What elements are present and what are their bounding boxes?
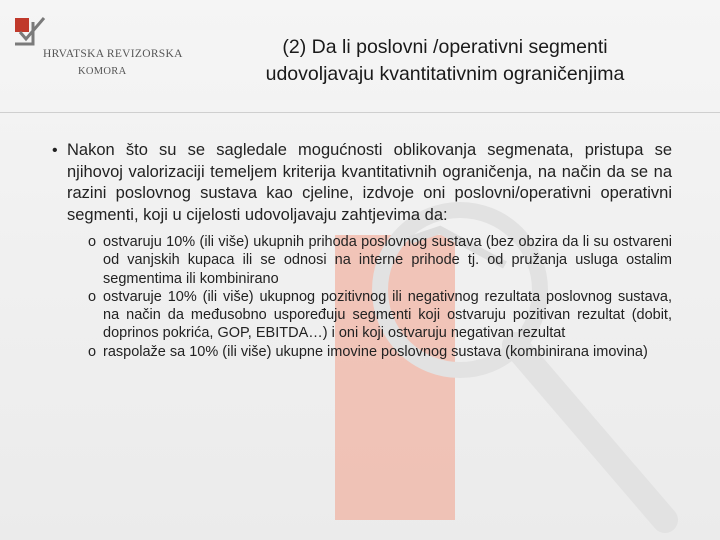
- logo-text-line2: KOMORA: [78, 66, 127, 77]
- sub-bullet-circle-icon: o: [88, 234, 97, 250]
- slide-title: [200, 34, 690, 88]
- logo: [10, 14, 182, 82]
- sub-bullet-item: [88, 288, 672, 343]
- bullet-dot-icon: •: [52, 142, 58, 159]
- logo-text-line1: HRVATSKA REVIZORSKA: [43, 48, 183, 60]
- sub-bullet-item: [88, 233, 672, 288]
- sub-bullet-list: [52, 233, 672, 361]
- main-bullet: [52, 140, 672, 226]
- slide-content: [52, 140, 672, 361]
- sub-bullet-circle-icon: o: [88, 343, 97, 360]
- slide-title-line1: (2) Da li poslovni /operativni segmenti: [282, 36, 608, 58]
- main-bullet-text: Nakon što su se sagledale mogućnosti oblikovanja segmenata, pristupa se njihovoj valorizaciji temeljem kriterija kvantitativnih ograničenja, na način da se na razini poslovnog sustava kao cjeline, izdvoje oni poslovni/operativni operativni segmenti, koji u cijelosti udovoljavaju zahtjevima da:: [67, 141, 672, 224]
- title-divider: [0, 112, 720, 113]
- sub-bullet-circle-icon: o: [88, 288, 97, 305]
- slide-title-line2: udovoljavaju kvantitativnim ograničenjima: [265, 63, 625, 85]
- sub-bullet-text: ostvaruje 10% (ili više) ukupnog pozitivnog ili negativnog rezultata poslovnog sustava, na način da međusobno uspoređuju segmenti koji ostvaruju pozitivan rezultat (dobit, doprinos pokrića, GOP, EBITDA…) i oni koji ostvaruju negativan rezultat: [103, 288, 672, 342]
- sub-bullet-text: ostvaruju 10% (ili više) ukupnih prihoda poslovnog sustava (bez obzira da li su ostvareni od vanjskih kupaca ili se odnosi na interne prihode tj. od pružanja usluga ostalim segmentima ili kombinirano: [103, 234, 672, 287]
- sub-bullet-item: [88, 343, 672, 361]
- sub-bullet-text: raspolaže sa 10% (ili više) ukupne imovine poslovnog sustava (kombinirana imovina): [103, 343, 648, 360]
